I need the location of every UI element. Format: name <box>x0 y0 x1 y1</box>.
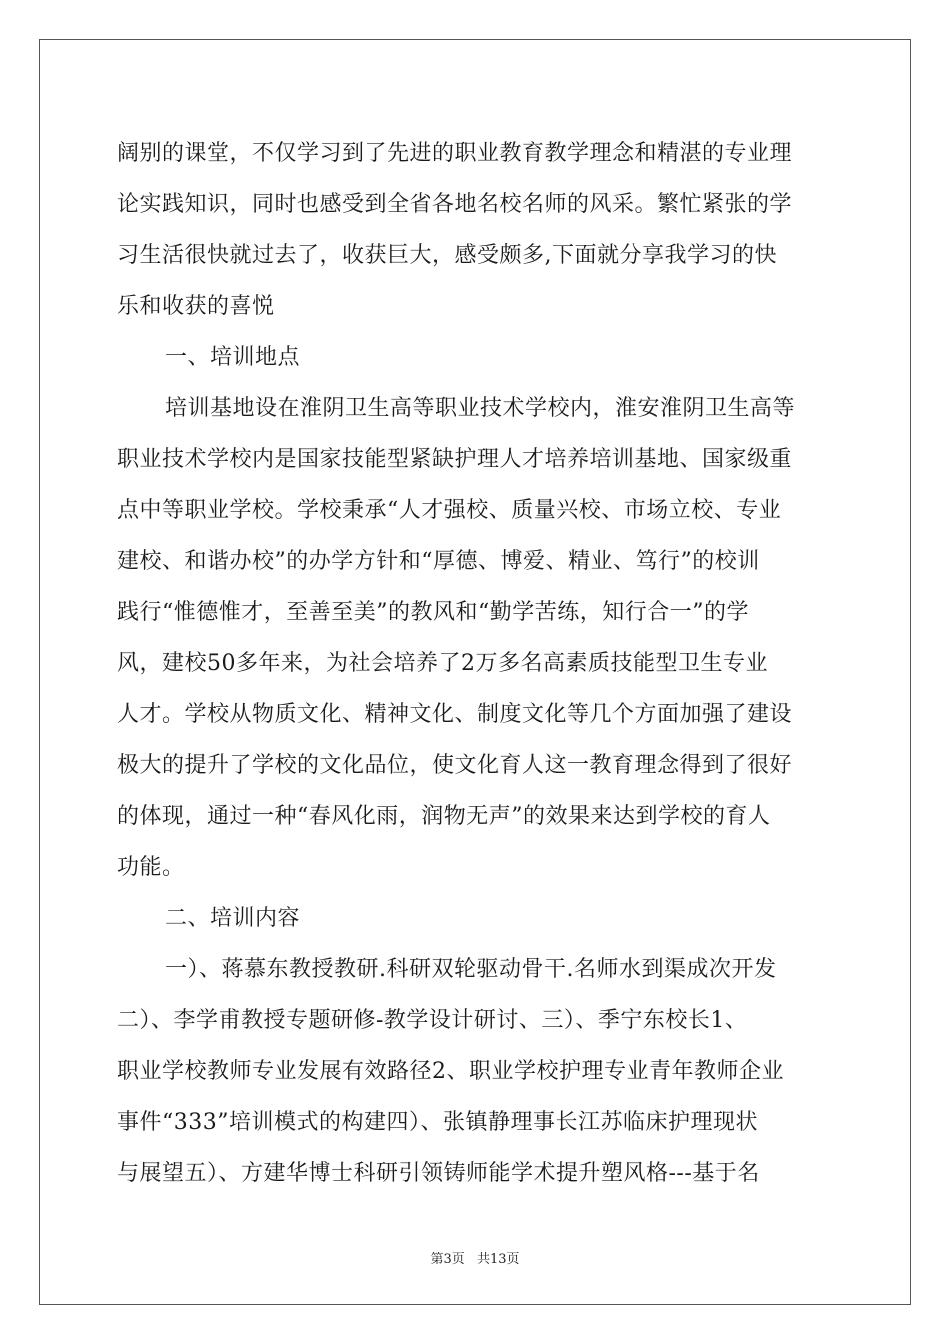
text-line: 的体现，通过一种“春风化雨，润物无声”的效果来达到学校的育人 <box>117 804 771 829</box>
text-line: 事件“333”培训模式的构建四）、张镇静理事长江苏临床护理现状 <box>117 1110 758 1135</box>
text-line: 阔别的课堂，不仅学习到了先进的职业教育教学理念和精湛的专业理 <box>117 141 793 166</box>
text-line: 践行“惟德惟才，至善至美”的教风和“勤学苦练，知行合一”的学 <box>117 600 749 625</box>
text-line: 乐和收获的喜悦 <box>117 294 275 319</box>
text-line: 职业学校教师专业发展有效路径2、职业学校护理专业青年教师企业 <box>117 1059 784 1084</box>
text-line: 习生活很快就过去了，收获巨大，感受颇多,下面就分享我学习的快 <box>117 243 777 268</box>
text-line: 职业技术学校内是国家技能型紧缺护理人才培养培训基地、国家级重 <box>117 447 793 472</box>
text-line: 论实践知识，同时也感受到全省各地名校名师的风采。繁忙紧张的学 <box>117 192 793 217</box>
text-line: 功能。 <box>117 855 185 880</box>
section-heading: 二、培训内容 <box>165 906 301 931</box>
text-line: 风，建校50多年来，为社会培养了2万多名高素质技能型卫生专业 <box>117 651 768 676</box>
document-body <box>117 128 837 1199</box>
text-line: 建校、和谐办校”的办学方针和“厚德、博爱、精业、笃行”的校训 <box>117 549 760 574</box>
page-number: 第3页 <box>430 1252 465 1267</box>
text-line: 一）、蒋慕东教授教研.科研双轮驱动骨干.名师水到渠成次开发 <box>165 957 777 982</box>
section-heading: 一、培训地点 <box>165 345 301 370</box>
text-line: 人才。学校从物质文化、精神文化、制度文化等几个方面加强了建设 <box>117 702 793 727</box>
text-line: 二）、李学甫教授专题研修-教学设计研讨、三）、季宁东校长1、 <box>117 1008 748 1033</box>
page-total: 共13页 <box>476 1252 520 1267</box>
text-line: 与展望五）、方建华博士科研引领铸师能学术提升塑风格---基于名 <box>117 1161 760 1186</box>
text-line: 极大的提升了学校的文化品位，使文化育人这一教育理念得到了很好 <box>117 753 793 778</box>
text-line: 点中等职业学校。学校秉承“人才强校、质量兴校、市场立校、专业 <box>117 498 782 523</box>
text-line: 培训基地设在淮阴卫生高等职业技术学校内，淮安淮阴卫生高等 <box>165 396 796 421</box>
page-footer <box>0 1248 950 1267</box>
